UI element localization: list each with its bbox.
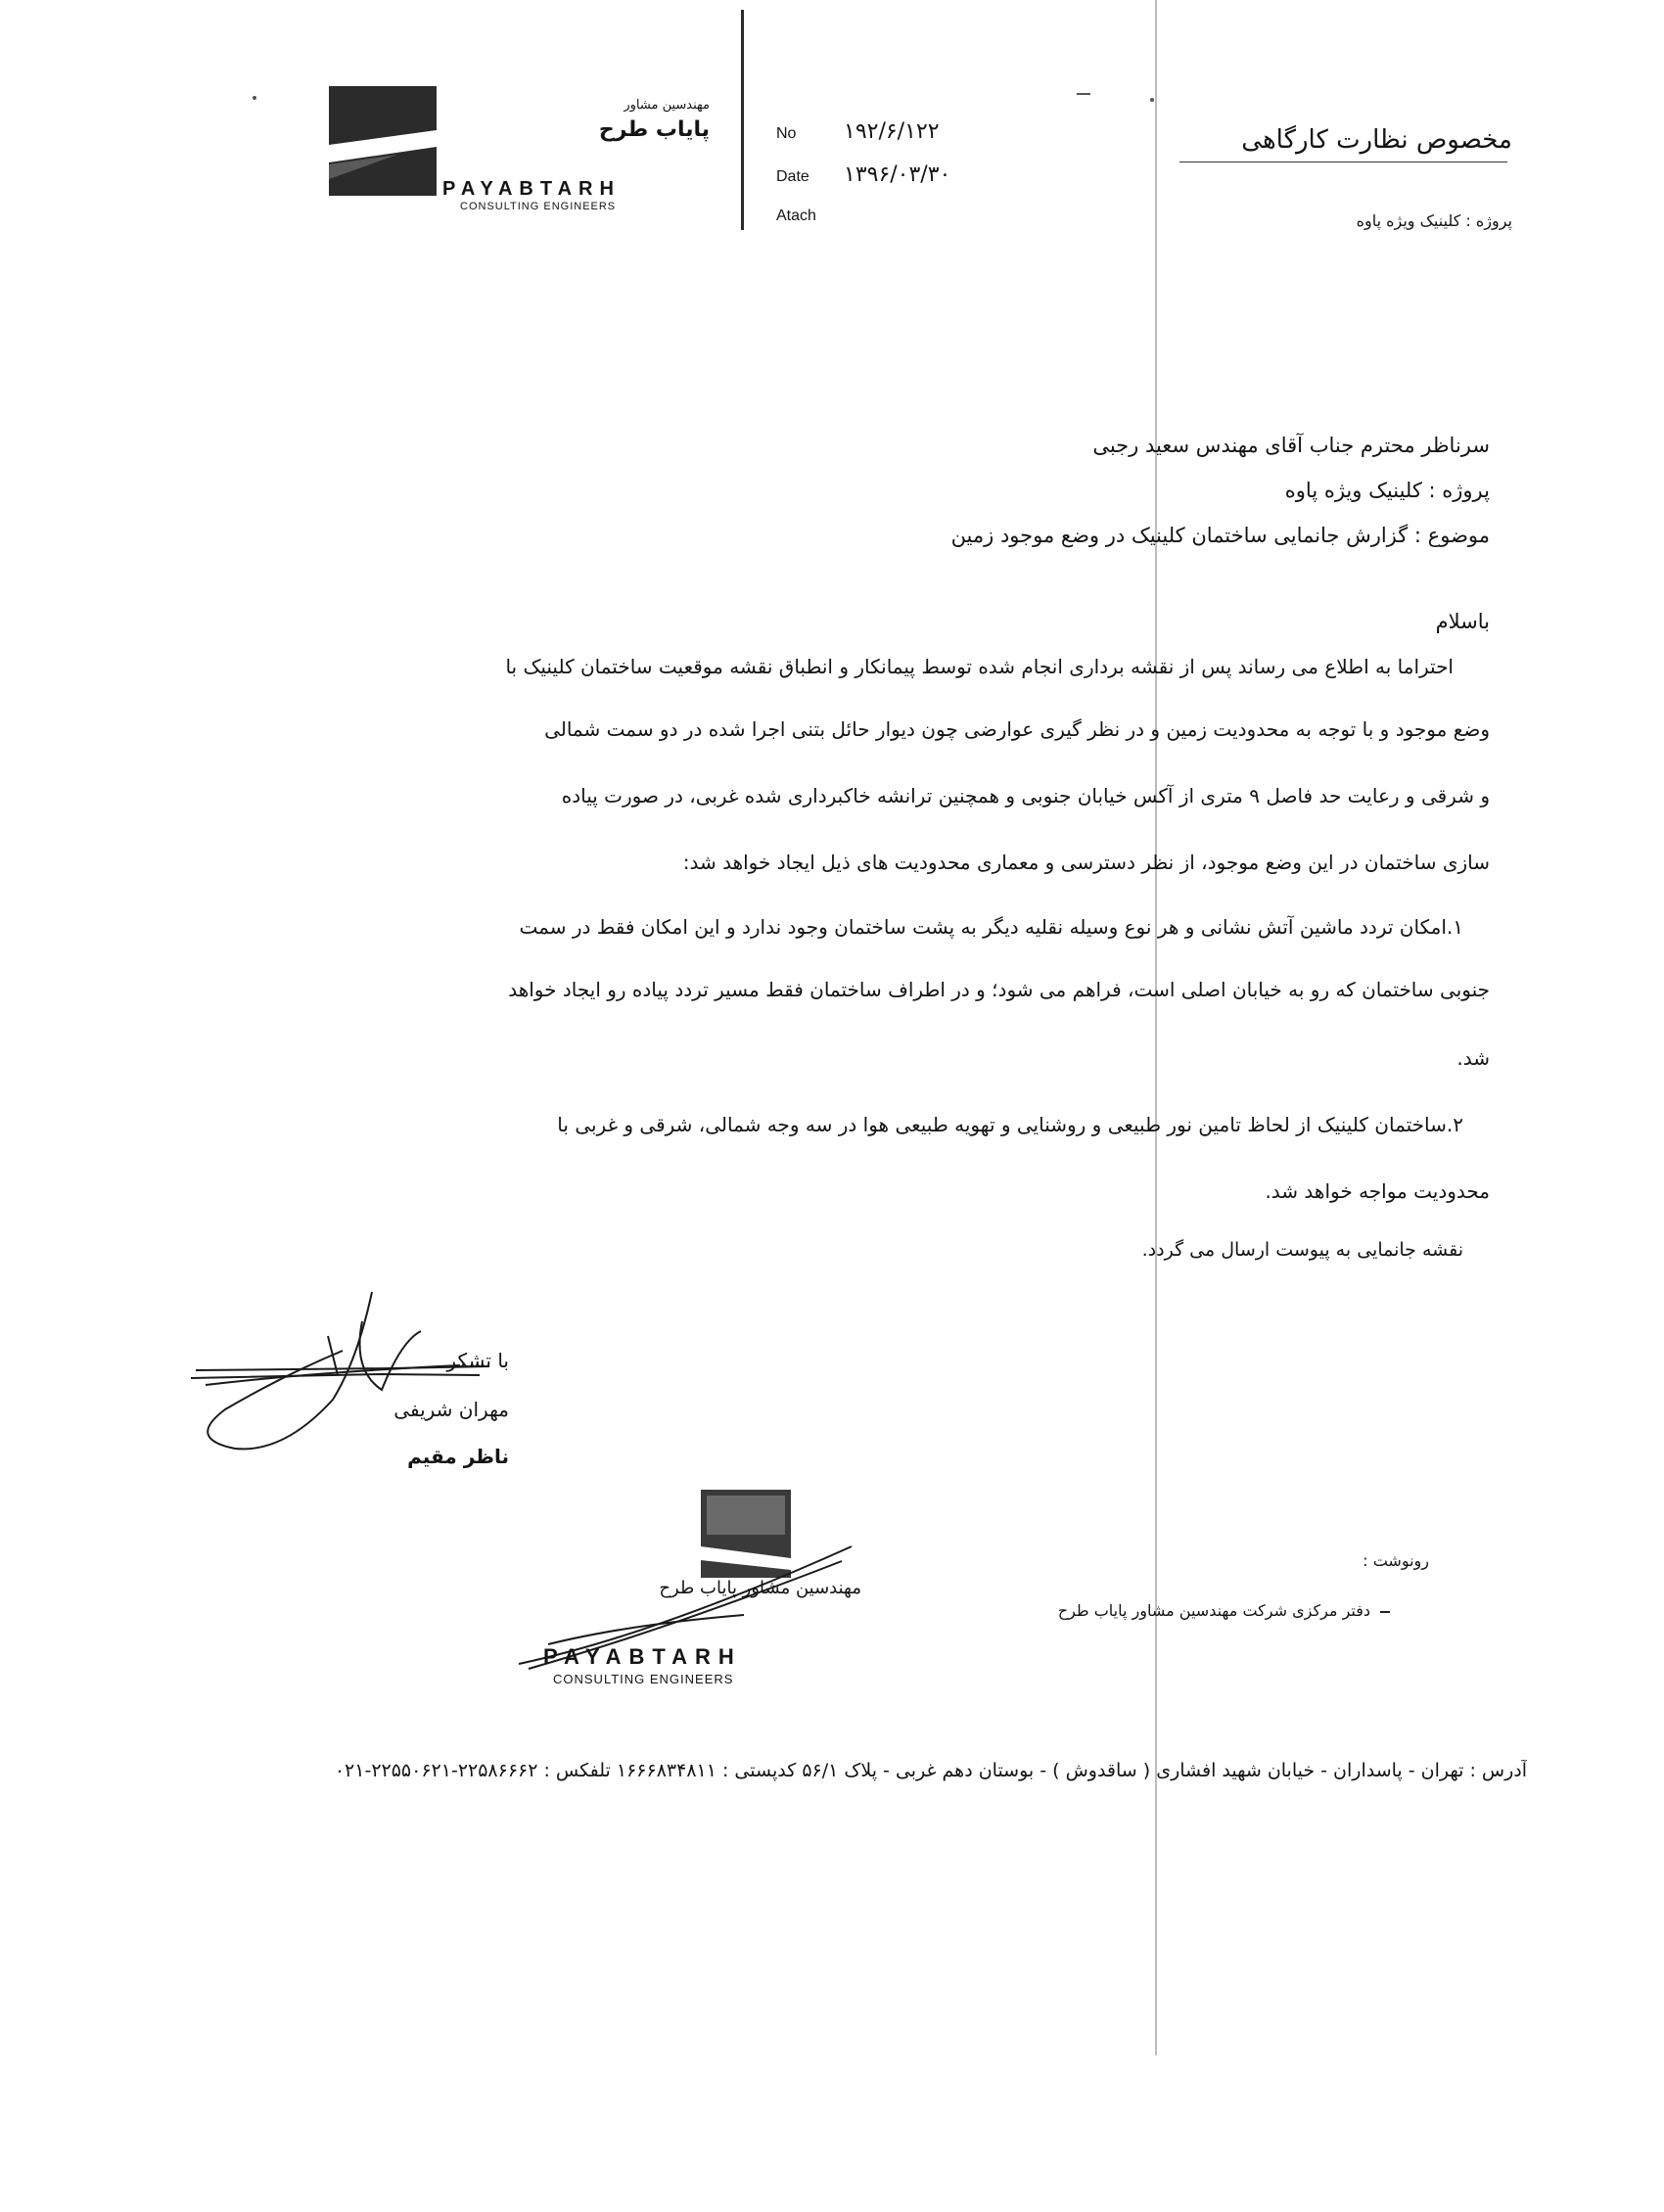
letter-greeting: باسلام bbox=[1435, 610, 1490, 633]
header-underline bbox=[1179, 161, 1507, 162]
item-line: جنوبی ساختمان که رو به خیابان اصلی است، فراهم می شود؛ و در اطراف ساختمان فقط مسیر تردد پیاده رو ایجاد خواهد bbox=[508, 978, 1490, 1001]
stamp-company-fa: مهندسین مشاور پایاب طرح bbox=[659, 1578, 861, 1598]
signature-closing: با تشکر bbox=[446, 1349, 509, 1372]
letter-recipient: سرناظر محترم جناب آقای مهندس سعید رجبی bbox=[1092, 434, 1490, 457]
company-name-fa: پایاب طرح bbox=[598, 117, 710, 142]
scan-speck bbox=[1150, 98, 1154, 102]
header-project: پروژه : کلینیک ویژه پاوه bbox=[1356, 211, 1512, 230]
attachment-note: نقشه جانمایی به پیوست ارسال می گردد. bbox=[1141, 1239, 1463, 1261]
ref-attach-label: Atach bbox=[776, 207, 816, 224]
company-name-small: مهندسین مشاور bbox=[624, 98, 710, 113]
ref-no-label: No bbox=[776, 125, 797, 142]
footer-address: آدرس : تهران - پاسداران - خیابان شهید افشاری ( ساقدوش ) - بوستان دهم غربی - پلاک ۵۶/۱ کدپستی : ۱۶۶۶۸۳۴۸۱۱ تلفکس : ۲۲۵۸۶۶۶۲-۲۲۵۵۰۶۲۱-۰۲۱ bbox=[334, 1760, 1527, 1781]
signer-name: مهران شریفی bbox=[393, 1398, 509, 1421]
item-line: محدودیت مواجه خواهد شد. bbox=[1265, 1179, 1490, 1203]
company-name-en: PAYABTARH bbox=[442, 178, 621, 200]
item-line: ۱.امکان تردد ماشین آتش نشانی و هر نوع وسیله نقلیه دیگر به پشت ساختمان وجود ندارد و این امکان فقط در سمت bbox=[519, 915, 1463, 939]
cc-entry: دفتر مرکزی شرکت مهندسین مشاور پایاب طرح bbox=[1057, 1601, 1370, 1620]
header-title: مخصوص نظارت کارگاهی bbox=[1241, 125, 1512, 155]
scan-speck bbox=[1077, 93, 1090, 95]
ref-date-label: Date bbox=[776, 168, 809, 185]
ref-date-value: ۱۳۹۶/۰۳/۳۰ bbox=[844, 162, 951, 187]
signer-role: ناظر مقیم bbox=[407, 1445, 509, 1468]
letter-subject: موضوع : گزارش جانمایی ساختمان کلینیک در وضع موجود زمین bbox=[950, 524, 1490, 547]
cc-label: رونوشت : bbox=[1363, 1551, 1429, 1570]
company-tagline-en: CONSULTING ENGINEERS bbox=[460, 201, 617, 212]
stamp-company-en: PAYABTARH bbox=[543, 1644, 742, 1669]
ref-no-value: ۱۹۲/۶/۱۲۲ bbox=[844, 119, 940, 144]
scan-speck bbox=[253, 96, 256, 100]
item-line: ۲.ساختمان کلینیک از لحاظ تامین نور طبیعی و روشنایی و تهویه طبیعی هوا در سه وجه شمالی، شرقی و غربی با bbox=[557, 1113, 1463, 1136]
paragraph-line: احتراما به اطلاع می رساند پس از نقشه برداری انجام شده توسط پیمانکار و انطباق نقشه موقعیت ساختمان کلینیک با bbox=[505, 655, 1454, 678]
cc-bullet bbox=[1380, 1611, 1390, 1613]
scan-fold-line bbox=[1155, 0, 1157, 2055]
paragraph-line: سازی ساختمان در این وضع موجود، از نظر دسترسی و معماری محدودیت های ذیل ایجاد خواهد شد: bbox=[682, 851, 1490, 874]
letter-project: پروژه : کلینیک ویژه پاوه bbox=[1284, 479, 1490, 502]
paragraph-line: و شرقی و رعایت حد فاصل ۹ متری از آکس خیابان جنوبی و همچنین ترانشه خاکبرداری شده غربی، در صورت پیاده bbox=[561, 784, 1490, 807]
paragraph-line: وضع موجود و با توجه به محدودیت زمین و در نظر گیری عوارضی چون دیوار حائل بتنی اجرا شده در دو سمت شمالی bbox=[544, 717, 1490, 741]
item-line: شد. bbox=[1456, 1046, 1490, 1070]
scan-divider-line bbox=[741, 10, 744, 230]
stamp-tagline-en: CONSULTING ENGINEERS bbox=[553, 1672, 734, 1686]
company-logo bbox=[329, 86, 437, 196]
